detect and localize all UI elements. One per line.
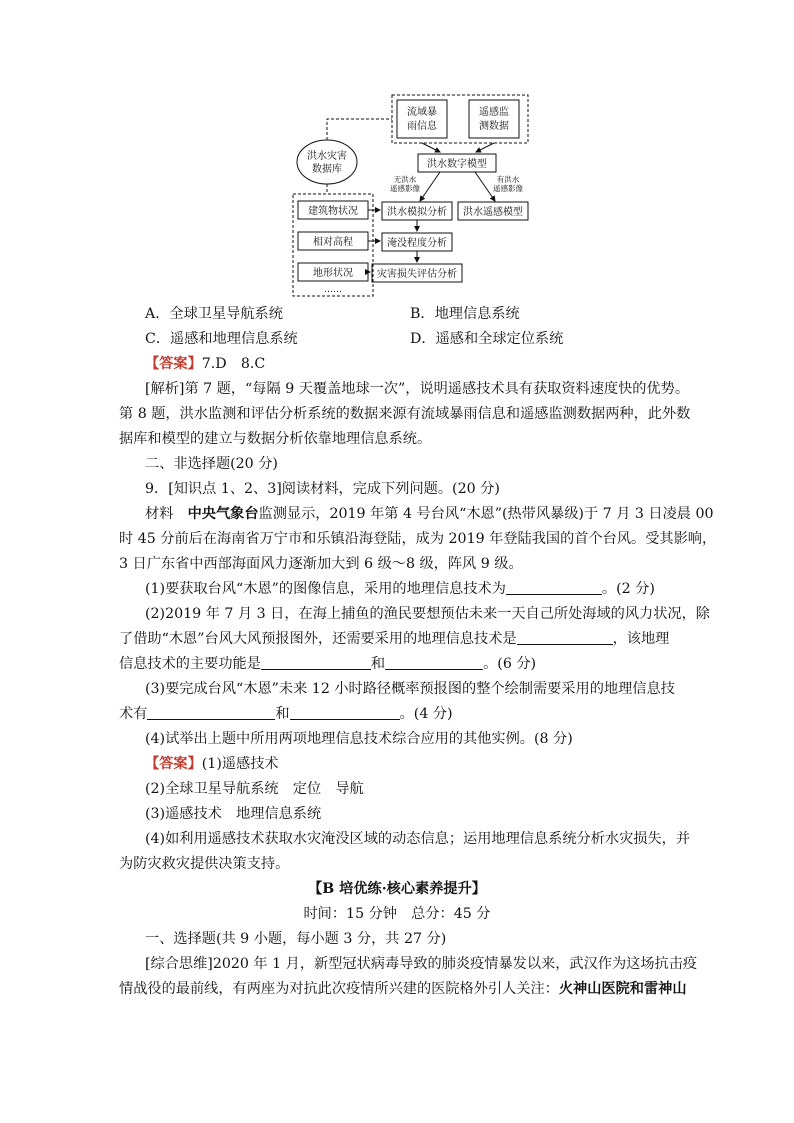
question-3-line-2 bbox=[119, 704, 453, 724]
section-b-hospital-names: 火神山医院和雷神山 bbox=[558, 981, 687, 997]
answer-blank[interactable] bbox=[290, 705, 400, 720]
section-2-heading: 二、非选择题(20 分) bbox=[145, 456, 278, 472]
rs-data-text-1: 遥感监 bbox=[479, 107, 509, 118]
question-3-score: 。(4 分) bbox=[399, 706, 453, 722]
option-b: B．地理信息系统 bbox=[410, 306, 520, 322]
answer-2-a1: (1)遥感技术 bbox=[201, 756, 279, 772]
sim-analysis-text: 洪水模拟分析 bbox=[387, 207, 447, 218]
rain-info-text-1: 流域暴 bbox=[407, 107, 437, 118]
question-2-line-2 bbox=[119, 629, 669, 649]
diagram-svg bbox=[280, 90, 530, 300]
question-2-line-1: (2)2019 年 7 月 3 日，在海上捕鱼的渔民要想预估未来一天自己所处海域的风力状况，除 bbox=[145, 606, 710, 622]
analysis-line-2: 第 8 题，洪水监测和评估分析系统的数据来源有流域暴雨信息和遥感监测数据两种，此外数 bbox=[119, 406, 691, 422]
material-text-1: 监测显示，2019 年第 4 号台风“木恩”(热带风暴级)于 7 月 3 日凌晨 00 bbox=[258, 506, 714, 522]
section-b-time: 时间：15 分钟 总分：45 分 bbox=[303, 906, 491, 922]
answer-2-line-1 bbox=[145, 754, 279, 774]
material-line-2: 时 45 分前后在海南省万宁市和乐镇沿海登陆，成为 2019 年登陆我国的首个台风。受其影响， bbox=[119, 531, 717, 547]
question-2-text-tail: ，该地理 bbox=[612, 631, 670, 647]
answer-blank[interactable] bbox=[506, 580, 602, 595]
question-3-and: 和 bbox=[275, 706, 290, 722]
db-top-connector bbox=[327, 119, 392, 140]
material-line-1 bbox=[145, 504, 714, 524]
db-item-terrain: 地形状况 bbox=[313, 268, 353, 279]
answer-2-a4-line-2: 为防灾救灾提供决策支持。 bbox=[119, 856, 290, 872]
database-text-2: 数据库 bbox=[312, 164, 342, 175]
flood-model-text: 洪水数字模型 bbox=[427, 159, 487, 170]
top-dashed-frame bbox=[392, 95, 528, 143]
database-text-1: 洪水灾害 bbox=[307, 151, 347, 162]
section-b-title: 【B 培优练·核心素养提升】 bbox=[308, 881, 486, 897]
answer-blank[interactable] bbox=[261, 655, 371, 670]
question-2-and: 和 bbox=[370, 656, 386, 672]
rs-model-text: 洪水遥感模型 bbox=[463, 207, 523, 218]
analysis-line-1: [解析]第 7 题，“每隔 9 天覆盖地球一次”，说明遥感技术具有获取资料速度快的优势。 bbox=[145, 381, 690, 397]
answer-line-1 bbox=[145, 354, 265, 374]
rs-data-box bbox=[469, 100, 519, 138]
question-1-score: 。(2 分) bbox=[601, 581, 655, 597]
section-b-intro-1: [综合思维]2020 年 1 月，新型冠状病毒导致的肺炎疫情暴发以来，武汉作为这场抗击疫 bbox=[145, 956, 698, 972]
answer-2-a3: (3)遥感技术 地理信息系统 bbox=[145, 806, 322, 822]
answer-blank[interactable] bbox=[385, 655, 483, 670]
answer-tag: 【答案】 bbox=[145, 756, 202, 772]
arrow-model-sim bbox=[420, 172, 440, 201]
option-c: C．遥感和地理信息系统 bbox=[145, 331, 298, 347]
material-source: 中央气象台 bbox=[187, 506, 259, 522]
arrow-rs-model bbox=[476, 143, 494, 152]
material-prefix: 材料 bbox=[145, 506, 188, 522]
db-item-elevation: 相对高程 bbox=[313, 237, 353, 248]
question-2-line-3 bbox=[119, 654, 536, 674]
question-4: (4)试举出上题中所用两项地理信息技术综合应用的其他实例。(8 分) bbox=[145, 731, 573, 747]
arrow-rain-model bbox=[422, 143, 440, 152]
answer-tag: 【答案】 bbox=[145, 356, 202, 372]
question-2-text: 了借助“木恩”台风大风预报图外，还需要采用的地理信息技术是 bbox=[119, 631, 517, 647]
material-line-3: 3 日广东省中西部海面风力逐渐加大到 6 级～8 级，阵风 9 级。 bbox=[119, 556, 523, 572]
section-b-intro-2 bbox=[119, 979, 687, 999]
section-b-choice-heading: 一、选择题(共 9 小题，每小题 3 分，共 27 分) bbox=[145, 931, 447, 947]
analysis-line-3: 据库和模型的建立与数据分析依靠地理信息系统。 bbox=[119, 431, 432, 447]
label-no-flood-2: 遥感影像 bbox=[390, 184, 420, 193]
answer-2-a4-line-1: (4)如利用遥感技术获取水灾淹没区域的动态信息；运用地理信息系统分析水灾损失，并 bbox=[145, 831, 691, 847]
answer-text: 7.D 8.C bbox=[201, 356, 266, 372]
loss-text: 灾害损失评估分析 bbox=[377, 269, 457, 280]
label-flood-2: 遥感影像 bbox=[493, 184, 523, 193]
section-b-intro-2-text: 情战役的最前线，有两座为对抗此次疫情所兴建的医院格外引人关注： bbox=[119, 981, 559, 997]
label-flood-1: 有洪水 bbox=[496, 175, 520, 184]
db-item-ellipsis: …… bbox=[324, 285, 342, 295]
question-2-score: 。(6 分) bbox=[483, 656, 537, 672]
inundation-text: 淹没程度分析 bbox=[387, 238, 447, 249]
question-2-function-text: 信息技术的主要功能是 bbox=[119, 656, 261, 672]
option-a: A．全球卫星导航系统 bbox=[145, 306, 283, 322]
rain-info-text-2: 雨信息 bbox=[407, 121, 437, 132]
rain-info-box bbox=[397, 100, 447, 138]
answer-blank[interactable] bbox=[147, 705, 275, 720]
db-item-buildings: 建筑物状况 bbox=[308, 206, 358, 217]
option-d: D．遥感和全球定位系统 bbox=[410, 331, 564, 347]
answer-blank[interactable] bbox=[517, 630, 613, 645]
question-1-text: (1)要获取台风“木恩”的图像信息，采用的地理信息技术为 bbox=[145, 581, 506, 597]
question-3-text: 术有 bbox=[119, 706, 148, 722]
q9-intro: 9．[知识点 1、2、3]阅读材料，完成下列问题。(20 分) bbox=[145, 481, 500, 497]
question-1 bbox=[145, 579, 655, 599]
answer-2-a2: (2)全球卫星导航系统 定位 导航 bbox=[145, 781, 364, 797]
question-3-line-1: (3)要完成台风“木恩”未来 12 小时路径概率预报图的整个绘制需要采用的地理信息技 bbox=[145, 681, 675, 697]
flood-monitoring-diagram bbox=[280, 90, 530, 300]
rs-data-text-2: 测数据 bbox=[479, 121, 509, 132]
database-ellipse bbox=[297, 140, 357, 184]
label-no-flood-1: 无洪水 bbox=[393, 175, 417, 184]
arrow-model-rs bbox=[475, 172, 495, 201]
